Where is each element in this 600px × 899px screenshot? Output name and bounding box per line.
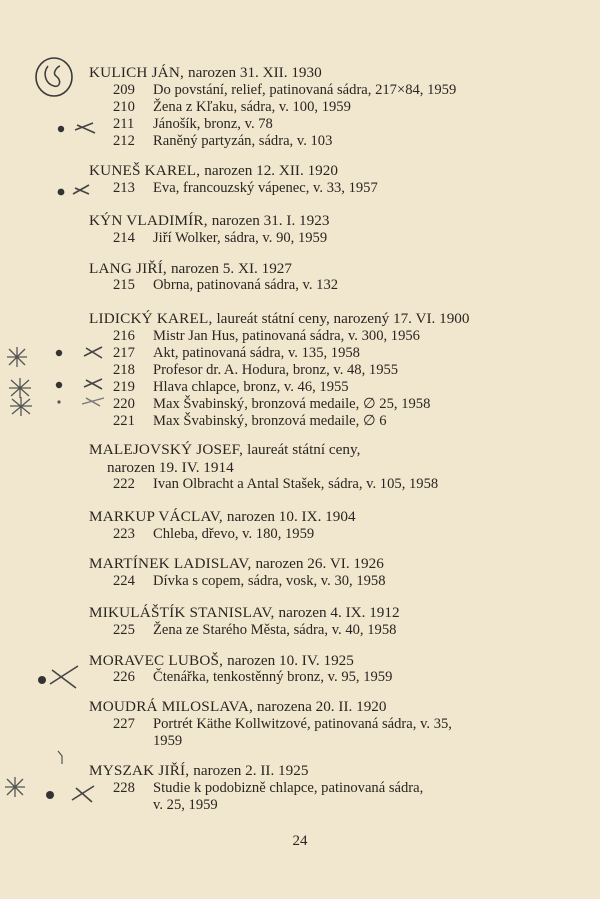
artist-heading xyxy=(89,698,386,716)
artist-heading xyxy=(89,762,308,780)
artist-name: MOUDRÁ MILOSLAVA, xyxy=(89,698,254,715)
work-entry xyxy=(113,362,398,379)
work-number: 212 xyxy=(113,133,135,149)
handwritten-circled-mark-icon xyxy=(32,54,76,100)
artist-name: LANG JIŘÍ, xyxy=(89,260,167,277)
work-number: 228 xyxy=(113,780,135,796)
dot-cross-mark-icon xyxy=(54,344,110,362)
work-entry xyxy=(113,345,360,362)
work-entry xyxy=(113,180,378,197)
artist-info: narozen 2. II. 1925 xyxy=(193,762,309,779)
work-number: 214 xyxy=(113,230,135,246)
work-number: 215 xyxy=(113,277,135,293)
work-entry xyxy=(113,133,332,150)
work-entry xyxy=(113,99,351,116)
work-description: Portrét Käthe Kollwitzové, patinovaná sádra, v. 35, xyxy=(153,716,452,732)
work-description-continued: v. 25, 1959 xyxy=(153,797,218,813)
work-number: 227 xyxy=(113,716,135,732)
star-mark-icon xyxy=(6,376,36,420)
work-number: 222 xyxy=(113,476,135,492)
work-number: 217 xyxy=(113,345,135,361)
work-description: Čtenářka, tenkostěnný bronz, v. 95, 1959 xyxy=(153,669,393,685)
work-entry xyxy=(113,396,430,413)
artist-info: narozen 12. XII. 1920 xyxy=(204,162,338,179)
work-description: Profesor dr. A. Hodura, bronz, v. 48, 1955 xyxy=(153,362,399,378)
work-entry xyxy=(113,526,314,543)
artist-name: MYSZAK JIŘÍ, xyxy=(89,762,190,779)
work-number: 225 xyxy=(113,622,135,638)
work-number: 218 xyxy=(113,362,135,378)
artist-info: narozen 5. XI. 1927 xyxy=(170,260,292,277)
page-number: 24 xyxy=(292,833,308,849)
work-description: Ivan Olbracht a Antal Stašek, sádra, v. 105, 1958 xyxy=(153,476,439,492)
artist-info: narozena 20. II. 1920 xyxy=(257,698,387,715)
work-description: Hlava chlapce, bronz, v. 46, 1955 xyxy=(153,379,349,395)
artist-name: KULICH JÁN, xyxy=(89,64,185,81)
work-description: Žena z Kľaku, sádra, v. 100, 1959 xyxy=(153,99,351,115)
work-description: Jiří Wolker, sádra, v. 90, 1959 xyxy=(153,230,328,246)
star-mark-icon xyxy=(4,344,30,370)
work-number: 210 xyxy=(113,99,135,115)
artist-heading xyxy=(89,508,356,526)
pencil-tick-mark-icon xyxy=(54,748,68,768)
artist-info: narozen 10. IV. 1925 xyxy=(227,652,354,669)
artist-heading xyxy=(89,64,322,82)
artist-heading xyxy=(89,260,292,278)
artist-heading xyxy=(89,555,384,573)
artist-heading xyxy=(89,604,400,622)
work-number: 219 xyxy=(113,379,135,395)
artist-heading xyxy=(89,162,338,180)
dot-cross-mark-icon xyxy=(34,662,84,692)
work-entry xyxy=(113,379,349,396)
work-number: 223 xyxy=(113,526,135,542)
artist-heading xyxy=(89,310,470,328)
work-entry xyxy=(113,476,438,493)
dot-cross-mark-icon xyxy=(40,780,102,806)
work-description: Jánošík, bronz, v. 78 xyxy=(153,116,273,132)
work-number: 211 xyxy=(113,116,135,132)
work-number: 213 xyxy=(113,180,135,196)
artist-heading xyxy=(89,212,329,230)
work-description: Eva, francouzský vápenec, v. 33, 1957 xyxy=(153,180,378,196)
artist-name: MALEJOVSKÝ JOSEF, xyxy=(89,441,244,458)
work-description: Max Švabinský, bronzová medaile, ∅ 6 xyxy=(153,413,387,429)
work-description: Raněný partyzán, sádra, v. 103 xyxy=(153,133,333,149)
work-entry xyxy=(113,669,392,686)
artist-name: MARKUP VÁCLAV, xyxy=(89,508,223,525)
artist-info: narozen 31. XII. 1930 xyxy=(188,64,322,81)
work-number: 224 xyxy=(113,573,135,589)
work-description: Akt, patinovaná sádra, v. 135, 1958 xyxy=(153,345,360,361)
work-entry xyxy=(113,82,456,99)
work-number: 216 xyxy=(113,328,135,344)
work-description: Mistr Jan Hus, patinovaná sádra, v. 300, 1956 xyxy=(153,328,420,344)
artist-info: narozen 4. IX. 1912 xyxy=(278,604,400,621)
work-entry xyxy=(113,573,386,590)
artist-name: MORAVEC LUBOŠ, xyxy=(89,652,224,669)
artist-info: narozen 26. VI. 1926 xyxy=(255,555,384,572)
artist-info: laureát státní ceny, xyxy=(247,441,361,458)
work-description: Žena ze Starého Města, sádra, v. 40, 1958 xyxy=(153,622,397,638)
artist-info: narozen 10. IX. 1904 xyxy=(226,508,356,525)
work-entry xyxy=(113,116,273,133)
work-description: Dívka s copem, sádra, vosk, v. 30, 1958 xyxy=(153,573,386,589)
artist-info-continued: narozen 19. IV. 1914 xyxy=(107,459,234,476)
work-description: Studie k podobizně chlapce, patinovaná sádra, xyxy=(153,780,424,796)
work-entry xyxy=(113,622,396,639)
work-description: Do povstání, relief, patinovaná sádra, 217×84, 1959 xyxy=(153,82,457,98)
artist-name: MARTÍNEK LADISLAV, xyxy=(89,555,252,572)
work-entry xyxy=(113,716,452,750)
work-entry xyxy=(113,328,420,345)
artist-name: KÝN VLADIMÍR, xyxy=(89,212,208,229)
dot-cross-mark-icon xyxy=(55,180,95,202)
work-number: 221 xyxy=(113,413,135,429)
work-number: 220 xyxy=(113,396,135,412)
dot-cross-mark-icon xyxy=(54,376,110,410)
artist-name: LIDICKÝ KAREL, xyxy=(89,310,213,327)
dot-cross-mark-icon xyxy=(55,118,99,138)
star-mark-icon xyxy=(2,774,28,800)
work-entry xyxy=(113,277,338,294)
work-description-continued: 1959 xyxy=(153,733,183,749)
work-number: 226 xyxy=(113,669,135,685)
artist-info: laureát státní ceny, narozený 17. VI. 1900 xyxy=(216,310,470,327)
work-description: Max Švabinský, bronzová medaile, ∅ 25, 1958 xyxy=(153,396,431,412)
artist-heading xyxy=(89,441,360,477)
artist-name: MIKULÁŠTÍK STANISLAV, xyxy=(89,604,275,621)
work-number: 209 xyxy=(113,82,135,98)
work-entry xyxy=(113,230,327,247)
work-description: Chleba, dřevo, v. 180, 1959 xyxy=(153,526,315,542)
work-entry xyxy=(113,413,387,430)
artist-name: KUNEŠ KAREL, xyxy=(89,162,201,179)
work-description: Obrna, patinovaná sádra, v. 132 xyxy=(153,277,339,293)
artist-heading xyxy=(89,652,354,670)
work-entry xyxy=(113,780,423,814)
artist-info: narozen 31. I. 1923 xyxy=(211,212,330,229)
